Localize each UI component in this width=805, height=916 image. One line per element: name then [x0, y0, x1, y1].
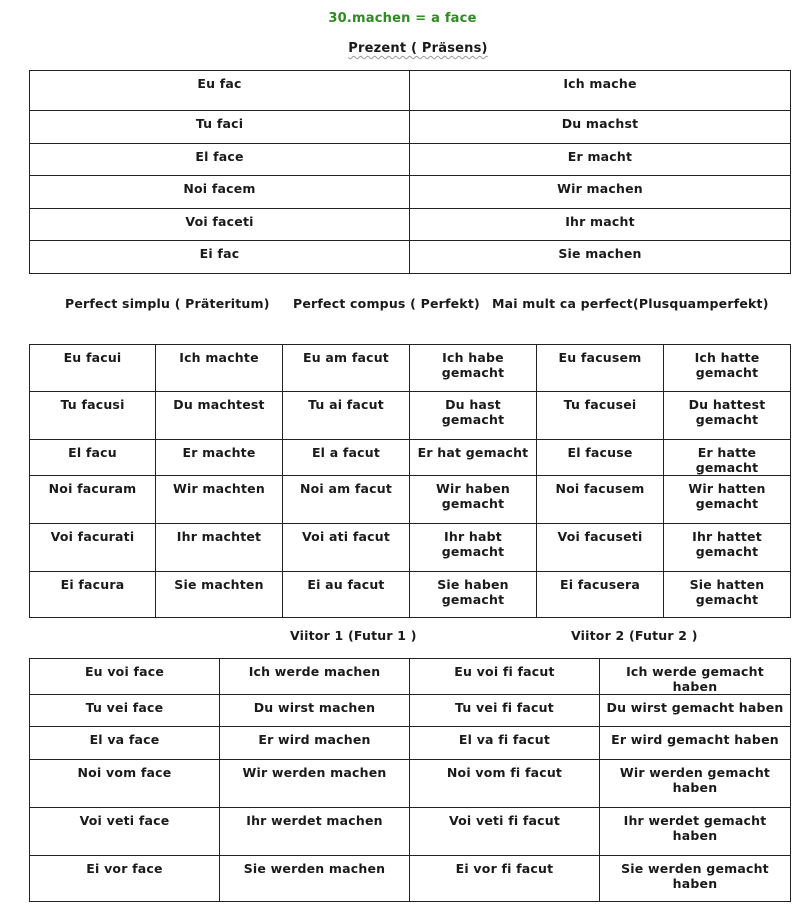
table-cell: Ei facusera — [537, 572, 664, 618]
table-cell: Eu voi fi facut — [410, 659, 600, 695]
table-cell: Tu faci — [30, 111, 410, 144]
table-cell: Voi faceti — [30, 209, 410, 241]
table-cell: Noi facusem — [537, 476, 664, 524]
table-cell: Ich hatte gemacht — [664, 345, 791, 392]
table-cell: Noi am facut — [283, 476, 410, 524]
present-tense-heading-text: Prezent ( Präsens) — [348, 41, 488, 56]
table-cell: Voi veti face — [30, 808, 220, 856]
table-cell: Du wirst gemacht haben — [600, 695, 791, 727]
table-cell: Voi facurati — [30, 524, 156, 572]
table-cell: El va fi facut — [410, 727, 600, 760]
table-cell: Noi vom face — [30, 760, 220, 808]
table-cell: Er hat gemacht — [410, 440, 537, 476]
table-row — [30, 345, 791, 392]
table-row — [30, 695, 791, 727]
table-cell: Er macht — [410, 144, 791, 176]
table-cell: Tu vei face — [30, 695, 220, 727]
table-cell: Ihr macht — [410, 209, 791, 241]
table-cell: Voi veti fi facut — [410, 808, 600, 856]
table-row — [30, 176, 791, 209]
table-cell: Ihr werdet gemacht haben — [600, 808, 791, 856]
table-row — [30, 727, 791, 760]
table-cell: El facuse — [537, 440, 664, 476]
present-tense-heading — [0, 41, 805, 56]
table-cell: Eu facui — [30, 345, 156, 392]
table-cell: Ei facura — [30, 572, 156, 618]
past-tenses-table — [29, 344, 791, 618]
table-row — [30, 659, 791, 695]
table-cell: Wir machten — [156, 476, 283, 524]
table-cell: Ei vor face — [30, 856, 220, 902]
table-cell: Tu facusei — [537, 392, 664, 440]
table-cell: Tu ai facut — [283, 392, 410, 440]
future-tenses-table — [29, 658, 791, 902]
table-cell: Sie machten — [156, 572, 283, 618]
table-cell: Ich mache — [410, 71, 791, 111]
table-cell: Ich werde gemacht haben — [600, 659, 791, 695]
page-title: 30.machen = a face — [328, 11, 477, 26]
table-cell: Eu am facut — [283, 345, 410, 392]
table-cell: Ihr werdet machen — [220, 808, 410, 856]
table-cell: El va face — [30, 727, 220, 760]
table-row — [30, 71, 791, 111]
perfect-heading: Perfect compus ( Perfekt) — [293, 296, 480, 311]
table-row — [30, 144, 791, 176]
table-row — [30, 476, 791, 524]
table-cell: Wir hatten gemacht — [664, 476, 791, 524]
table-cell: Du hattest gemacht — [664, 392, 791, 440]
table-cell: Eu facusem — [537, 345, 664, 392]
table-row — [30, 392, 791, 440]
table-cell: Voi facuseti — [537, 524, 664, 572]
table-cell: Er hatte gemacht — [664, 440, 791, 476]
table-cell: Er machte — [156, 440, 283, 476]
table-cell: Sie werden machen — [220, 856, 410, 902]
table-cell: Ei fac — [30, 241, 410, 274]
table-cell: Ei au facut — [283, 572, 410, 618]
preterite-heading: Perfect simplu ( Präteritum) — [65, 296, 270, 311]
table-row — [30, 241, 791, 274]
table-cell: Tu vei fi facut — [410, 695, 600, 727]
table-cell: Sie haben gemacht — [410, 572, 537, 618]
table-cell: Sie machen — [410, 241, 791, 274]
present-tense-table — [29, 70, 791, 274]
table-cell: Wir werden gemacht haben — [600, 760, 791, 808]
table-cell: Du wirst machen — [220, 695, 410, 727]
table-cell: Noi vom fi facut — [410, 760, 600, 808]
table-cell: Ihr hattet gemacht — [664, 524, 791, 572]
table-row — [30, 524, 791, 572]
future-2-heading: Viitor 2 (Futur 2 ) — [571, 628, 698, 643]
table-cell: Wir machen — [410, 176, 791, 209]
table-cell: Du machtest — [156, 392, 283, 440]
pluperfect-heading: Mai mult ca perfect(Plusquamperfekt) — [492, 296, 769, 311]
table-cell: El face — [30, 144, 410, 176]
table-cell: Ich machte — [156, 345, 283, 392]
table-cell: Eu fac — [30, 71, 410, 111]
table-cell: Voi ati facut — [283, 524, 410, 572]
table-row — [30, 440, 791, 476]
table-cell: Wir haben gemacht — [410, 476, 537, 524]
table-cell: Noi facem — [30, 176, 410, 209]
future-1-heading: Viitor 1 (Futur 1 ) — [290, 628, 417, 643]
table-cell: Eu voi face — [30, 659, 220, 695]
table-cell: El a facut — [283, 440, 410, 476]
table-cell: Ihr habt gemacht — [410, 524, 537, 572]
table-cell: Du machst — [410, 111, 791, 144]
table-row — [30, 808, 791, 856]
table-cell: Er wird gemacht haben — [600, 727, 791, 760]
table-cell: Ei vor fi facut — [410, 856, 600, 902]
table-cell: Wir werden machen — [220, 760, 410, 808]
table-row — [30, 572, 791, 618]
table-cell: Tu facusi — [30, 392, 156, 440]
table-row — [30, 760, 791, 808]
table-cell: Sie hatten gemacht — [664, 572, 791, 618]
table-row — [30, 209, 791, 241]
table-row — [30, 111, 791, 144]
table-cell: Du hast gemacht — [410, 392, 537, 440]
table-cell: El facu — [30, 440, 156, 476]
table-cell: Er wird machen — [220, 727, 410, 760]
table-cell: Ich habe gemacht — [410, 345, 537, 392]
table-row — [30, 856, 791, 902]
table-cell: Sie werden gemacht haben — [600, 856, 791, 902]
table-cell: Ihr machtet — [156, 524, 283, 572]
table-cell: Ich werde machen — [220, 659, 410, 695]
table-cell: Noi facuram — [30, 476, 156, 524]
